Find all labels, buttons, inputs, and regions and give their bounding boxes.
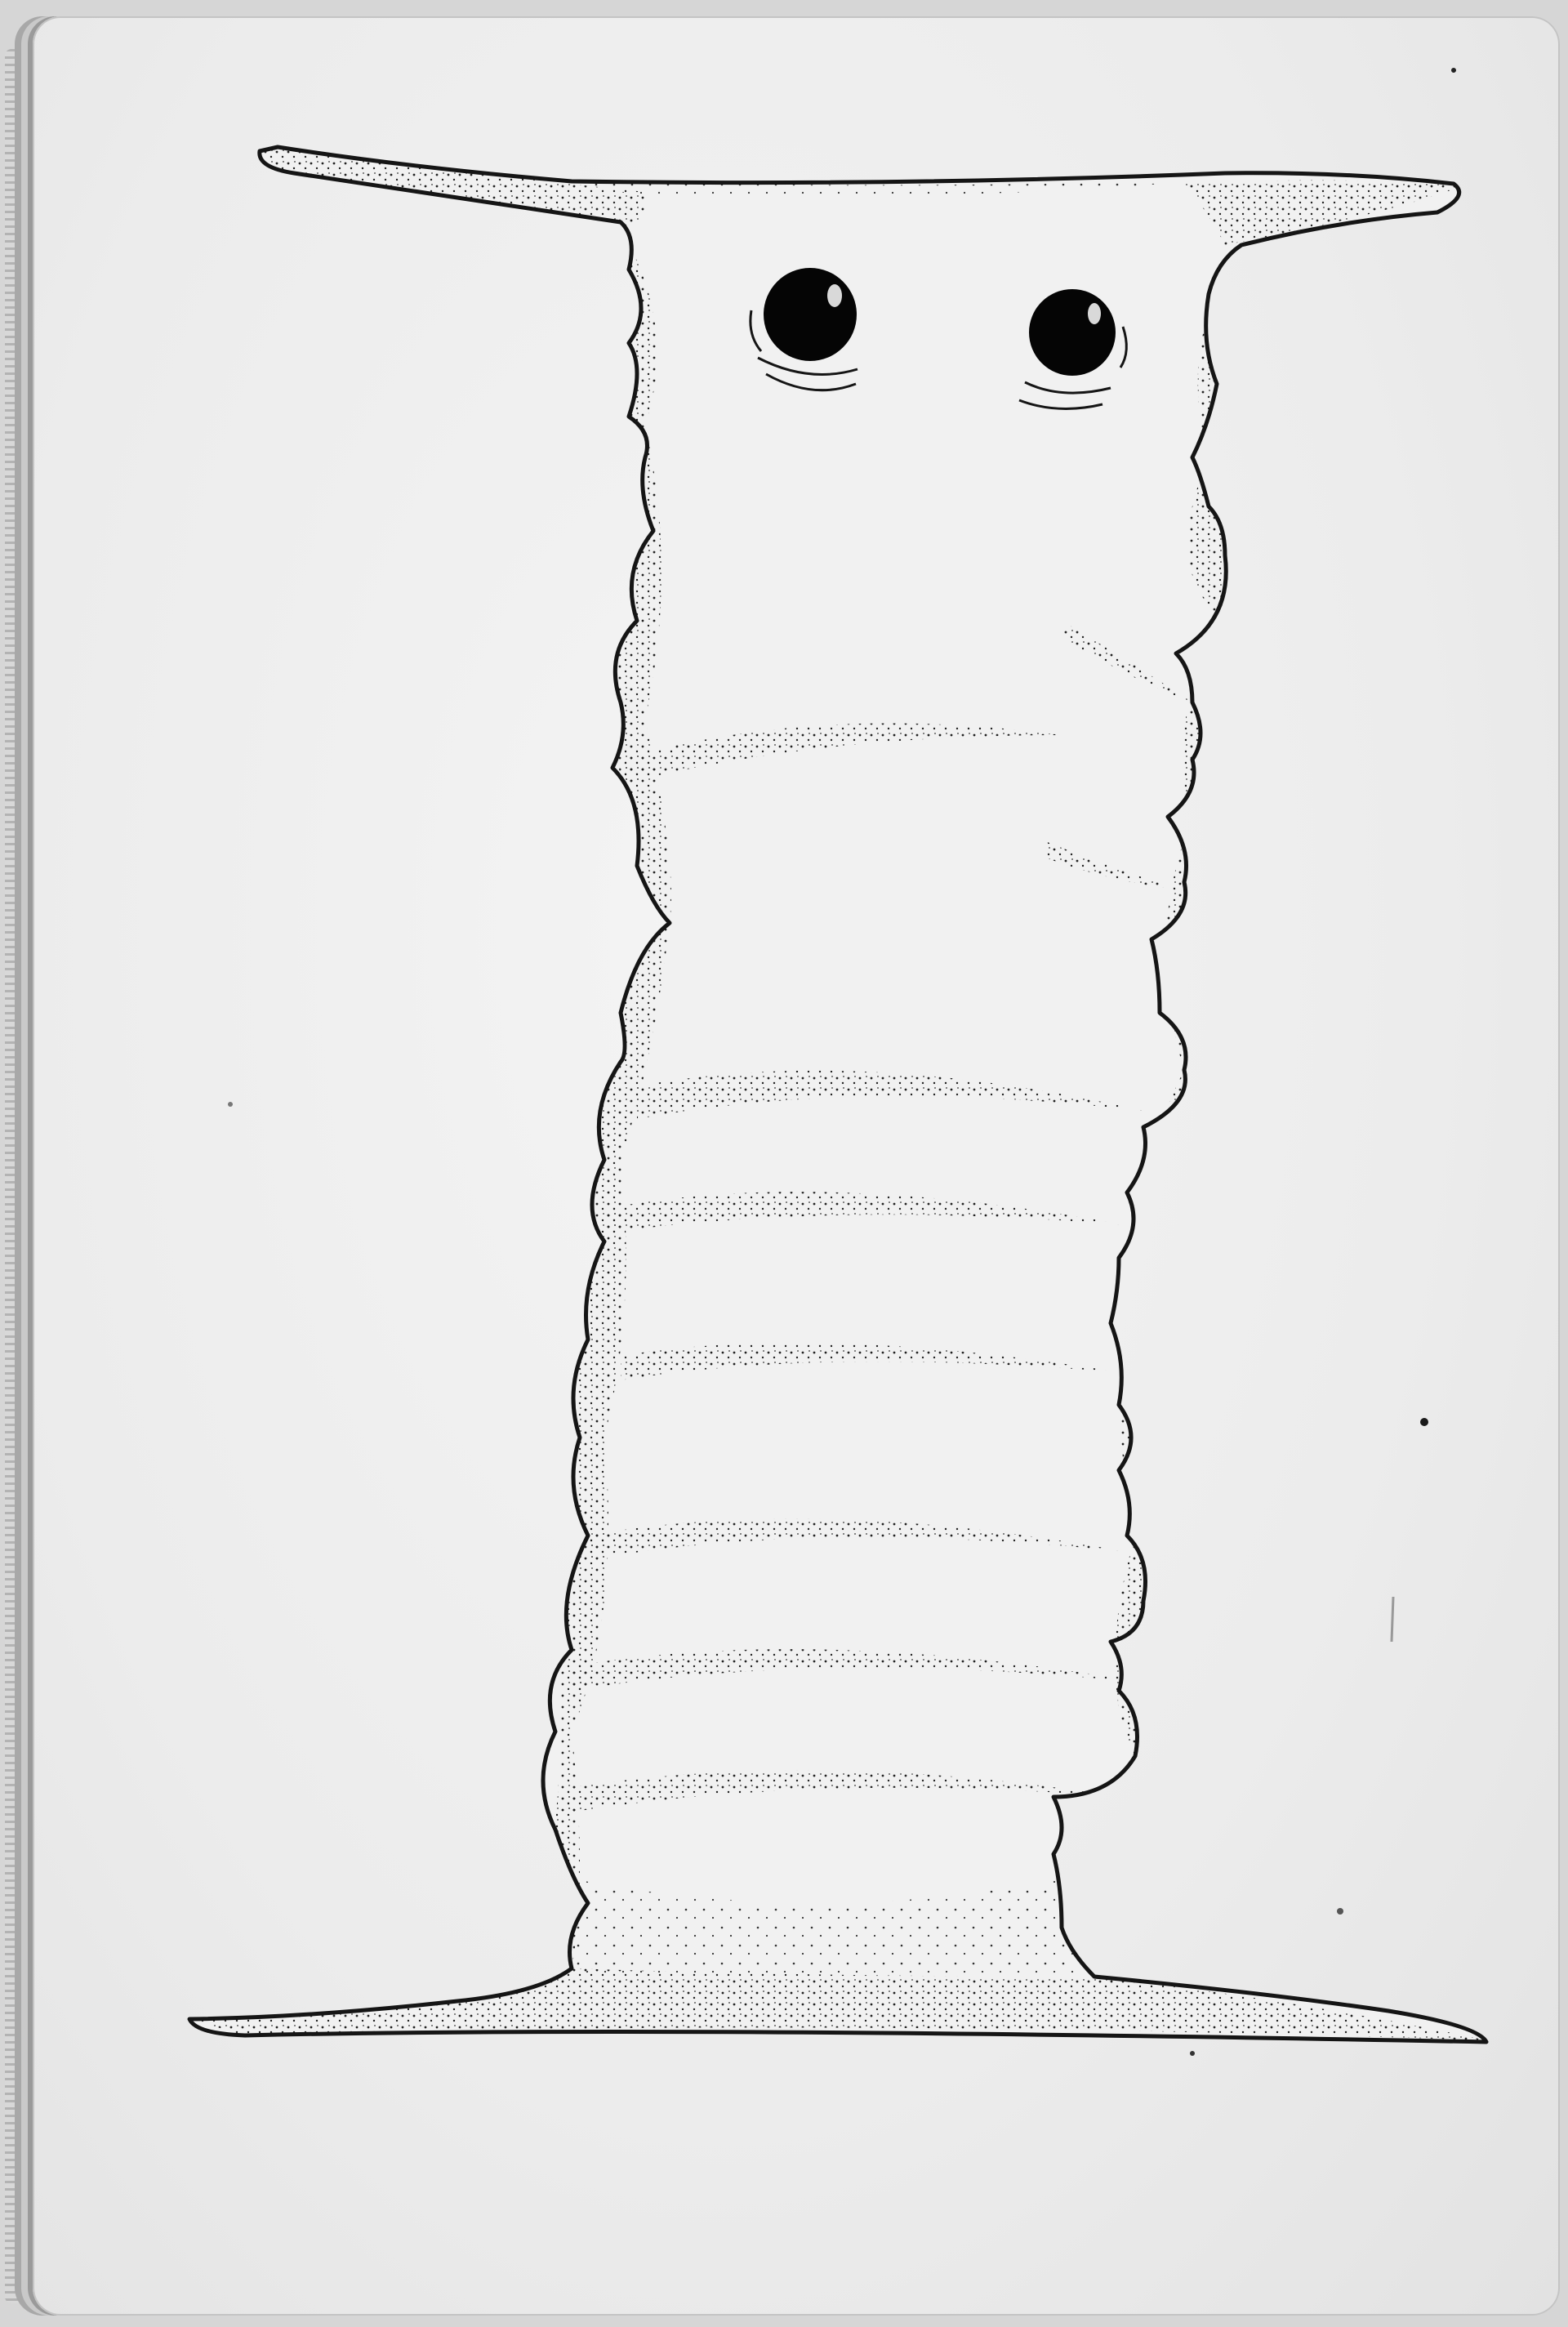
creature-figure bbox=[189, 147, 1486, 2042]
